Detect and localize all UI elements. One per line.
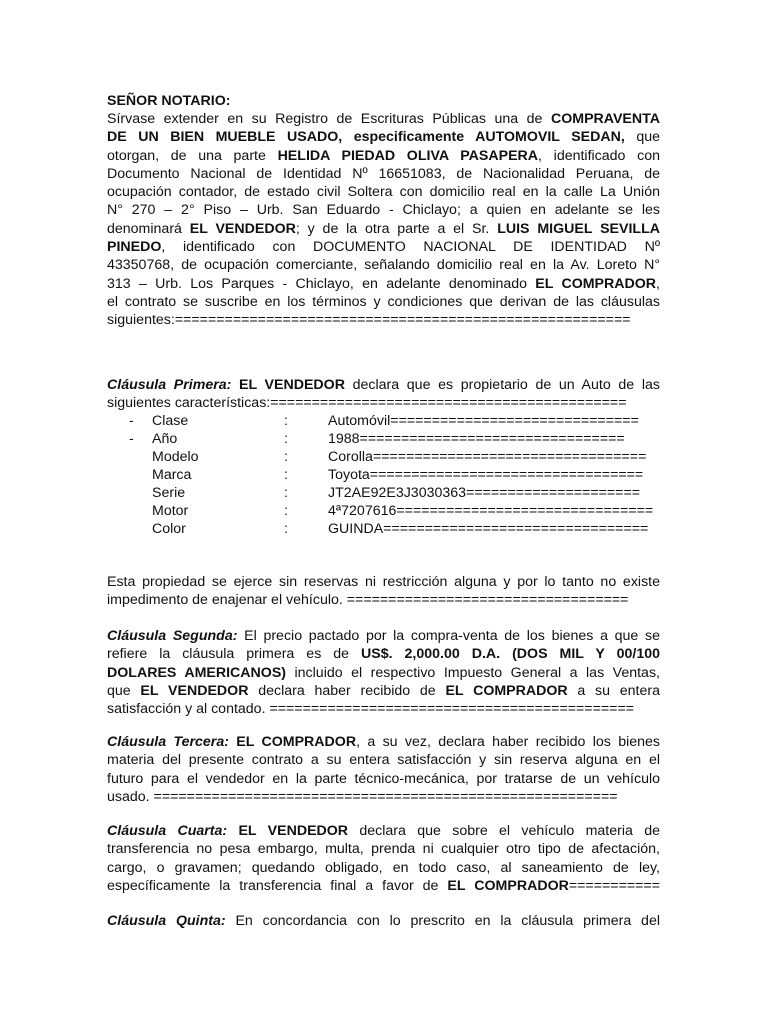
text-line-last: siguientes características:=========================================== (107, 395, 627, 412)
text-line (107, 201, 660, 219)
clausula-segunda (107, 627, 660, 718)
text-line (107, 627, 660, 645)
text-line (107, 573, 660, 591)
characteristic-row (107, 484, 660, 502)
text-run (227, 823, 238, 839)
characteristic-value: JT2AE92E3J3030363===================== (328, 485, 641, 501)
bullet: - (129, 413, 134, 429)
text-line-last: impedimento de enajenar el vehículo. ================================== (107, 592, 629, 609)
characteristic-label: Motor (152, 503, 189, 519)
intro-paragraph (107, 110, 660, 330)
text-line (107, 912, 660, 930)
bold-run: LUIS MIGUEL SEVILLA (497, 220, 660, 237)
bold-run: US$. 2,000.00 D.A. (DOS MIL Y 00/100 (361, 646, 660, 663)
characteristic-label: Color (152, 521, 186, 537)
text-run: 43350768, de ocupación comerciante, señalando domicilio real en la Av. Loreto N° (107, 257, 660, 274)
text-line (107, 751, 660, 769)
text-run: declara que sobre el vehículo materia de (348, 823, 660, 839)
text-line (107, 110, 660, 128)
characteristic-value: Toyota================================= (328, 467, 644, 483)
bold-run: EL COMPRADOR (447, 877, 569, 894)
separator: : (284, 467, 288, 483)
bold-run: DOLARES AMERICANOS) (107, 664, 287, 681)
text-run: , identificado con DOCUMENTO NACIONAL DE IDENTIDAD Nº (161, 239, 660, 256)
text-run: , (656, 275, 660, 292)
text-run: Sírvase extender en su Registro de Escrituras Públicas una de (107, 111, 551, 127)
characteristic-label: Marca (152, 467, 192, 483)
text-run: específicamente la transferencia final a favor de (107, 877, 448, 894)
text-line (107, 859, 660, 877)
text-line-last: siguientes:======================================================= (107, 312, 631, 329)
text-run: que (107, 682, 141, 699)
separator: : (284, 485, 288, 501)
text-line-last: satisfacción y al contado. ============================================ (107, 701, 635, 718)
text-line (107, 293, 660, 311)
characteristic-value: Automóvil============================== (328, 413, 639, 429)
characteristic-label: Serie (152, 485, 186, 501)
bold-run: EL VENDEDOR (140, 682, 249, 699)
text-run: , identificado con (538, 147, 660, 164)
text-run: ocupación contador, de estado civil Soltera con domicilio real en la calle La Unión (107, 184, 660, 201)
text-run: denominará (107, 220, 190, 237)
characteristic-label: Modelo (152, 449, 199, 465)
bold-run: EL COMPRADOR (535, 275, 657, 292)
characteristic-row (107, 430, 660, 448)
characteristic-value: GUINDA================================ (328, 521, 649, 537)
text-run: incluido el respectivo Impuesto General a las Ventas, (286, 664, 660, 681)
clausula-tercera (107, 733, 660, 806)
characteristic-row (107, 466, 660, 484)
separator: : (284, 413, 288, 429)
text-run: que (624, 129, 660, 146)
bold-run: EL COMPRADOR (236, 734, 357, 750)
text-line (107, 840, 660, 858)
text-line (107, 183, 660, 201)
text-line-last: usado. ======================================================== (107, 788, 618, 805)
bold-run: EL COMPRADOR (445, 682, 568, 699)
separator: : (284, 521, 288, 537)
characteristic-value: Corolla================================= (328, 449, 647, 465)
text-run: a su entera (567, 682, 660, 699)
text-line (107, 733, 660, 751)
clause-title: Cláusula Primera: (107, 377, 232, 393)
bold-run: EL VENDEDOR (238, 823, 349, 839)
separator: : (284, 431, 288, 447)
text-line (107, 256, 660, 274)
characteristic-value: 4ª7207616=============================== (328, 503, 654, 519)
bold-run: EL VENDEDOR (239, 377, 345, 393)
text-run (231, 377, 239, 393)
clause-title: Cláusula Quinta: (107, 913, 226, 929)
clause-title: Cláusula Tercera: (107, 734, 229, 750)
text-run: , a su vez, declara haber recibido los bienes (356, 734, 660, 750)
text-run: declara que es propietario de un Auto de las (344, 377, 660, 393)
bold-run: DE UN BIEN MUEBLE USADO, especificamente AUTOMOVIL SEDAN, (107, 129, 625, 146)
text-line (107, 220, 660, 238)
text-run: otorgan, de una parte (107, 147, 278, 164)
bullet: - (129, 431, 134, 447)
text-run: refiere la cláusula primera es de (107, 646, 362, 663)
text-run: el contrato se suscribe en los términos y condiciones que derivan de las cláusulas (107, 293, 660, 310)
separator: : (284, 449, 288, 465)
text-line (107, 682, 660, 700)
text-run: 313 – Urb. Los Parques - Chiclayo, en adelante denominado (107, 275, 536, 292)
bold-run: EL VENDEDOR (189, 220, 296, 237)
text-run: Esta propiedad se ejerce sin reservas ni restricción alguna y por lo tanto no existe (107, 574, 660, 590)
text-run: futuro para el vendedor en la parte técnico-mecánica, por tratarse de un vehículo (107, 770, 660, 787)
heading-text: SEÑOR NOTARIO: (107, 93, 231, 109)
text-run: El precio pactado por la compra-venta de los bienes a que se (237, 628, 660, 644)
clause-title: Cláusula Segunda: (107, 628, 238, 644)
text-line (107, 877, 660, 895)
text-line (107, 147, 660, 165)
text-line (107, 645, 660, 663)
text-line (107, 376, 660, 394)
text-run: N° 270 – 2° Piso – Urb. San Eduardo - Chiclayo; a quien en adelante se les (107, 202, 660, 219)
characteristic-row (107, 520, 660, 538)
characteristic-label: Clase (152, 413, 189, 429)
text-line (107, 128, 660, 146)
clausula-cuarta (107, 822, 660, 895)
characteristic-label: Año (152, 431, 178, 447)
text-line (107, 822, 660, 840)
propiedad-paragraph (107, 573, 660, 610)
clause-title: Cláusula Cuarta: (107, 823, 228, 839)
text-run: transferencia no pesa embargo, multa, prenda ni cualquier otro tipo de afectación, (107, 841, 660, 858)
clausula-quinta (107, 912, 660, 930)
characteristics-list (107, 412, 660, 542)
text-run: materia del presente contrato a su entera satisfacción y sin reserva alguna en el (107, 752, 660, 769)
characteristic-row (107, 502, 660, 520)
characteristic-value: 1988================================ (328, 431, 625, 447)
characteristic-row (107, 448, 660, 466)
text-run: ; y de la otra parte a el Sr. (295, 220, 498, 237)
characteristic-row (107, 412, 660, 430)
separator: : (284, 503, 288, 519)
text-run: Documento Nacional de Identidad Nº 16651083, de Nacionalidad Peruana, de (107, 165, 660, 182)
clausula-primera (107, 376, 660, 413)
text-run: declara haber recibido de (248, 682, 446, 699)
text-line (107, 238, 660, 256)
heading (107, 92, 660, 110)
bold-run: PINEDO (107, 239, 162, 256)
text-line (107, 664, 660, 682)
text-line (107, 165, 660, 183)
bold-run: COMPRAVENTA (550, 111, 660, 127)
text-line (107, 275, 660, 293)
text-run: =========== (568, 877, 660, 894)
text-line (107, 770, 660, 788)
text-run: cargo, o gravamen; quedando obligado, en todo caso, al saneamiento de ley, (107, 859, 660, 876)
bold-run: HELIDA PIEDAD OLIVA PASAPERA (277, 147, 539, 164)
text-run: En concordancia con lo prescrito en la cláusula primera del (225, 913, 660, 929)
